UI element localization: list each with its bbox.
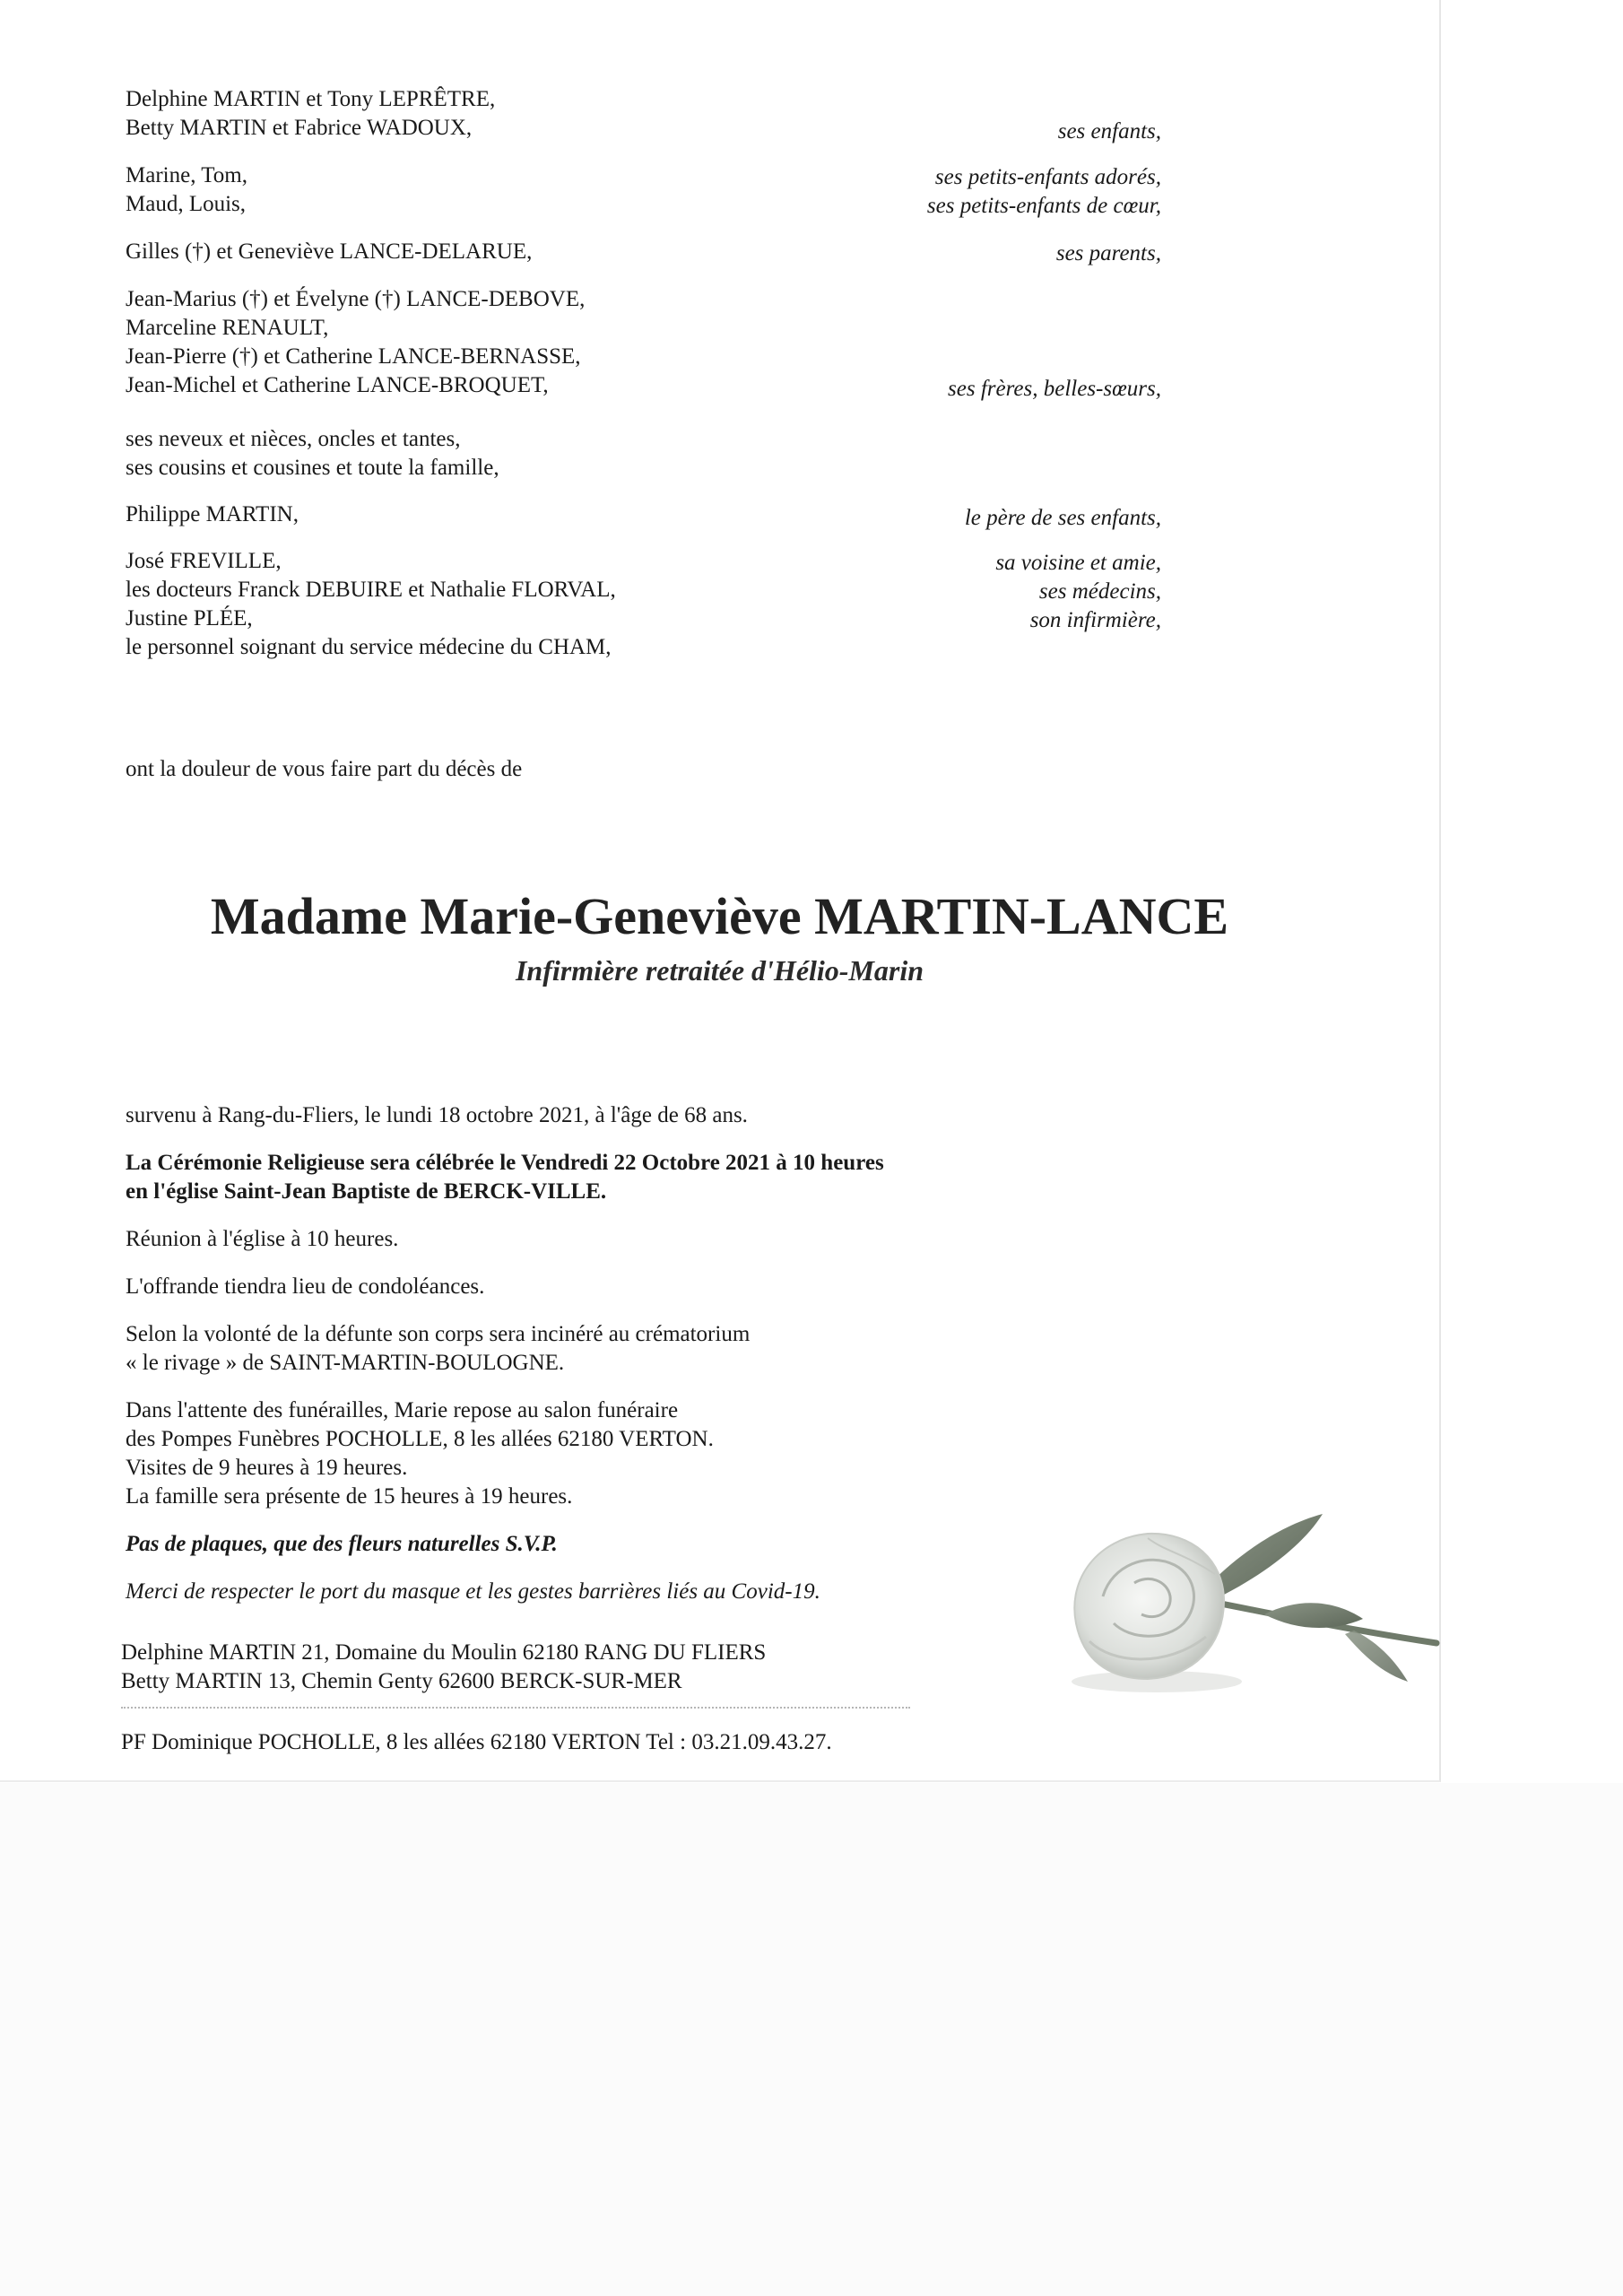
white-rose-icon (1049, 1489, 1444, 1722)
address-line-2: Betty MARTIN 13, Chemin Genty 62600 BERCK-SUR-MER (121, 1669, 682, 1693)
cremation-line-2: « le rivage » de SAINT-MARTIN-BOULOGNE. (126, 1351, 565, 1375)
ceremony-line-2: en l'église Saint-Jean Baptiste de BERCK-VILLE. (126, 1179, 607, 1204)
rest-line-1: Dans l'attente des funérailles, Marie repose au salon funéraire (126, 1398, 679, 1422)
ceremony-line-1: La Cérémonie Religieuse sera célébrée le Vendredi 22 Octobre 2021 à 10 heures (126, 1151, 884, 1175)
flowers-line: Pas de plaques, que des fleurs naturelles S.V.P. (126, 1532, 558, 1556)
extended-family-line-1: ses neveux et nièces, oncles et tantes, (126, 427, 461, 451)
cremation-line-1: Selon la volonté de la défunte son corps sera incinéré au crématorium (126, 1322, 751, 1346)
grandchildren-role-1: ses petits-enfants adorés, (934, 165, 1161, 189)
others-line-1: José FREVILLE, (126, 549, 282, 573)
grandchildren-role-2: ses petits-enfants de cœur, (926, 194, 1161, 218)
extended-family-line-2: ses cousins et cousines et toute la famille, (126, 456, 499, 480)
parents-role: ses parents, (1055, 241, 1161, 265)
funeral-home-line: PF Dominique POCHOLLE, 8 les allées 62180 VERTON Tel : 03.21.09.43.27. (121, 1730, 832, 1754)
rest-line-3: Visites de 9 heures à 19 heures. (126, 1456, 408, 1480)
children-role: ses enfants, (1057, 119, 1161, 144)
others-line-3: Justine PLÉE, (126, 606, 253, 631)
meeting-line: Réunion à l'église à 10 heures. (126, 1227, 399, 1251)
address-line-1: Delphine MARTIN 21, Domaine du Moulin 62180 RANG DU FLIERS (121, 1640, 767, 1665)
others-line-2: les docteurs Franck DEBUIRE et Nathalie FLORVAL, (126, 578, 616, 602)
others-role-1: sa voisine et amie, (995, 551, 1161, 575)
rest-line-2: des Pompes Funèbres POCHOLLE, 8 les allées 62180 VERTON. (126, 1427, 714, 1451)
father-line: Philippe MARTIN, (126, 502, 299, 526)
announcement-line: ont la douleur de vous faire part du décès de (126, 757, 523, 781)
rest-line-4: La famille sera présente de 15 heures à 19 heures. (126, 1484, 573, 1509)
siblings-line-1: Jean-Marius (†) et Évelyne (†) LANCE-DEBOVE, (126, 287, 586, 311)
divider-rule (121, 1707, 910, 1709)
scan-margin (0, 1783, 1623, 2296)
others-line-4: le personnel soignant du service médecine du CHAM, (126, 635, 612, 659)
children-line-2: Betty MARTIN et Fabrice WADOUX, (126, 116, 473, 140)
covid-line: Merci de respecter le port du masque et les gestes barrières liés au Covid-19. (126, 1579, 820, 1604)
siblings-line-3: Jean-Pierre (†) et Catherine LANCE-BERNASSE, (126, 344, 581, 369)
death-line: survenu à Rang-du-Fliers, le lundi 18 octobre 2021, à l'âge de 68 ans. (126, 1103, 748, 1127)
deceased-title: Infirmière retraitée d'Hélio-Marin (515, 954, 924, 987)
siblings-line-2: Marceline RENAULT, (126, 316, 329, 340)
grandchildren-line-1: Marine, Tom, (126, 163, 247, 187)
father-role: le père de ses enfants, (964, 506, 1161, 530)
grandchildren-line-2: Maud, Louis, (126, 192, 247, 216)
others-role-3: son infirmière, (1029, 608, 1161, 632)
children-line-1: Delphine MARTIN et Tony LEPRÊTRE, (126, 87, 496, 111)
parents-line: Gilles (†) et Geneviève LANCE-DELARUE, (126, 239, 533, 264)
offering-line: L'offrande tiendra lieu de condoléances. (126, 1274, 485, 1299)
siblings-role: ses frères, belles-sœurs, (948, 377, 1161, 401)
siblings-line-4: Jean-Michel et Catherine LANCE-BROQUET, (126, 373, 549, 397)
deceased-name: Madame Marie-Geneviève MARTIN-LANCE (210, 887, 1229, 945)
others-role-2: ses médecins, (1038, 579, 1161, 604)
